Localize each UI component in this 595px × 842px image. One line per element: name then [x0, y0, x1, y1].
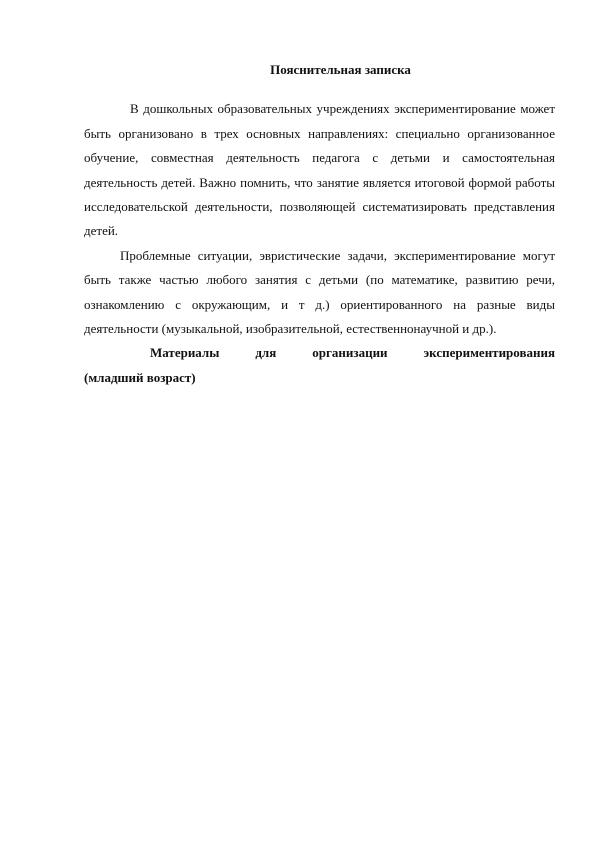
paragraph-problem-situations: Проблемные ситуации, эвристические задачи, экспериментирование могут быть также частью любого занятия с детьми (по математике, развитию речи, ознакомлению с окружающим, и т д.) ориентированного на разные виды деятельности (музыкальной, изобразительной, естественнонаучной и др.). [84, 247, 555, 337]
section-heading: Материалы для организации экспериментирования [150, 345, 555, 361]
document-title: Пояснительная записка [270, 62, 411, 77]
paragraph-intro: В дошкольных образовательных учреждениях экспериментирование может быть организовано в трех основных направлениях: специально организованное обучение, совместная деятельность педагога с детьми и самостоятельная деятельность детей. Важно помнить, что занятие является итоговой формой работы исследовательской деятельности, позволяющей систематизировать представления детей. [84, 101, 555, 239]
section-heading-subtitle: (младший возраст) [84, 369, 196, 385]
document-body [84, 58, 555, 390]
